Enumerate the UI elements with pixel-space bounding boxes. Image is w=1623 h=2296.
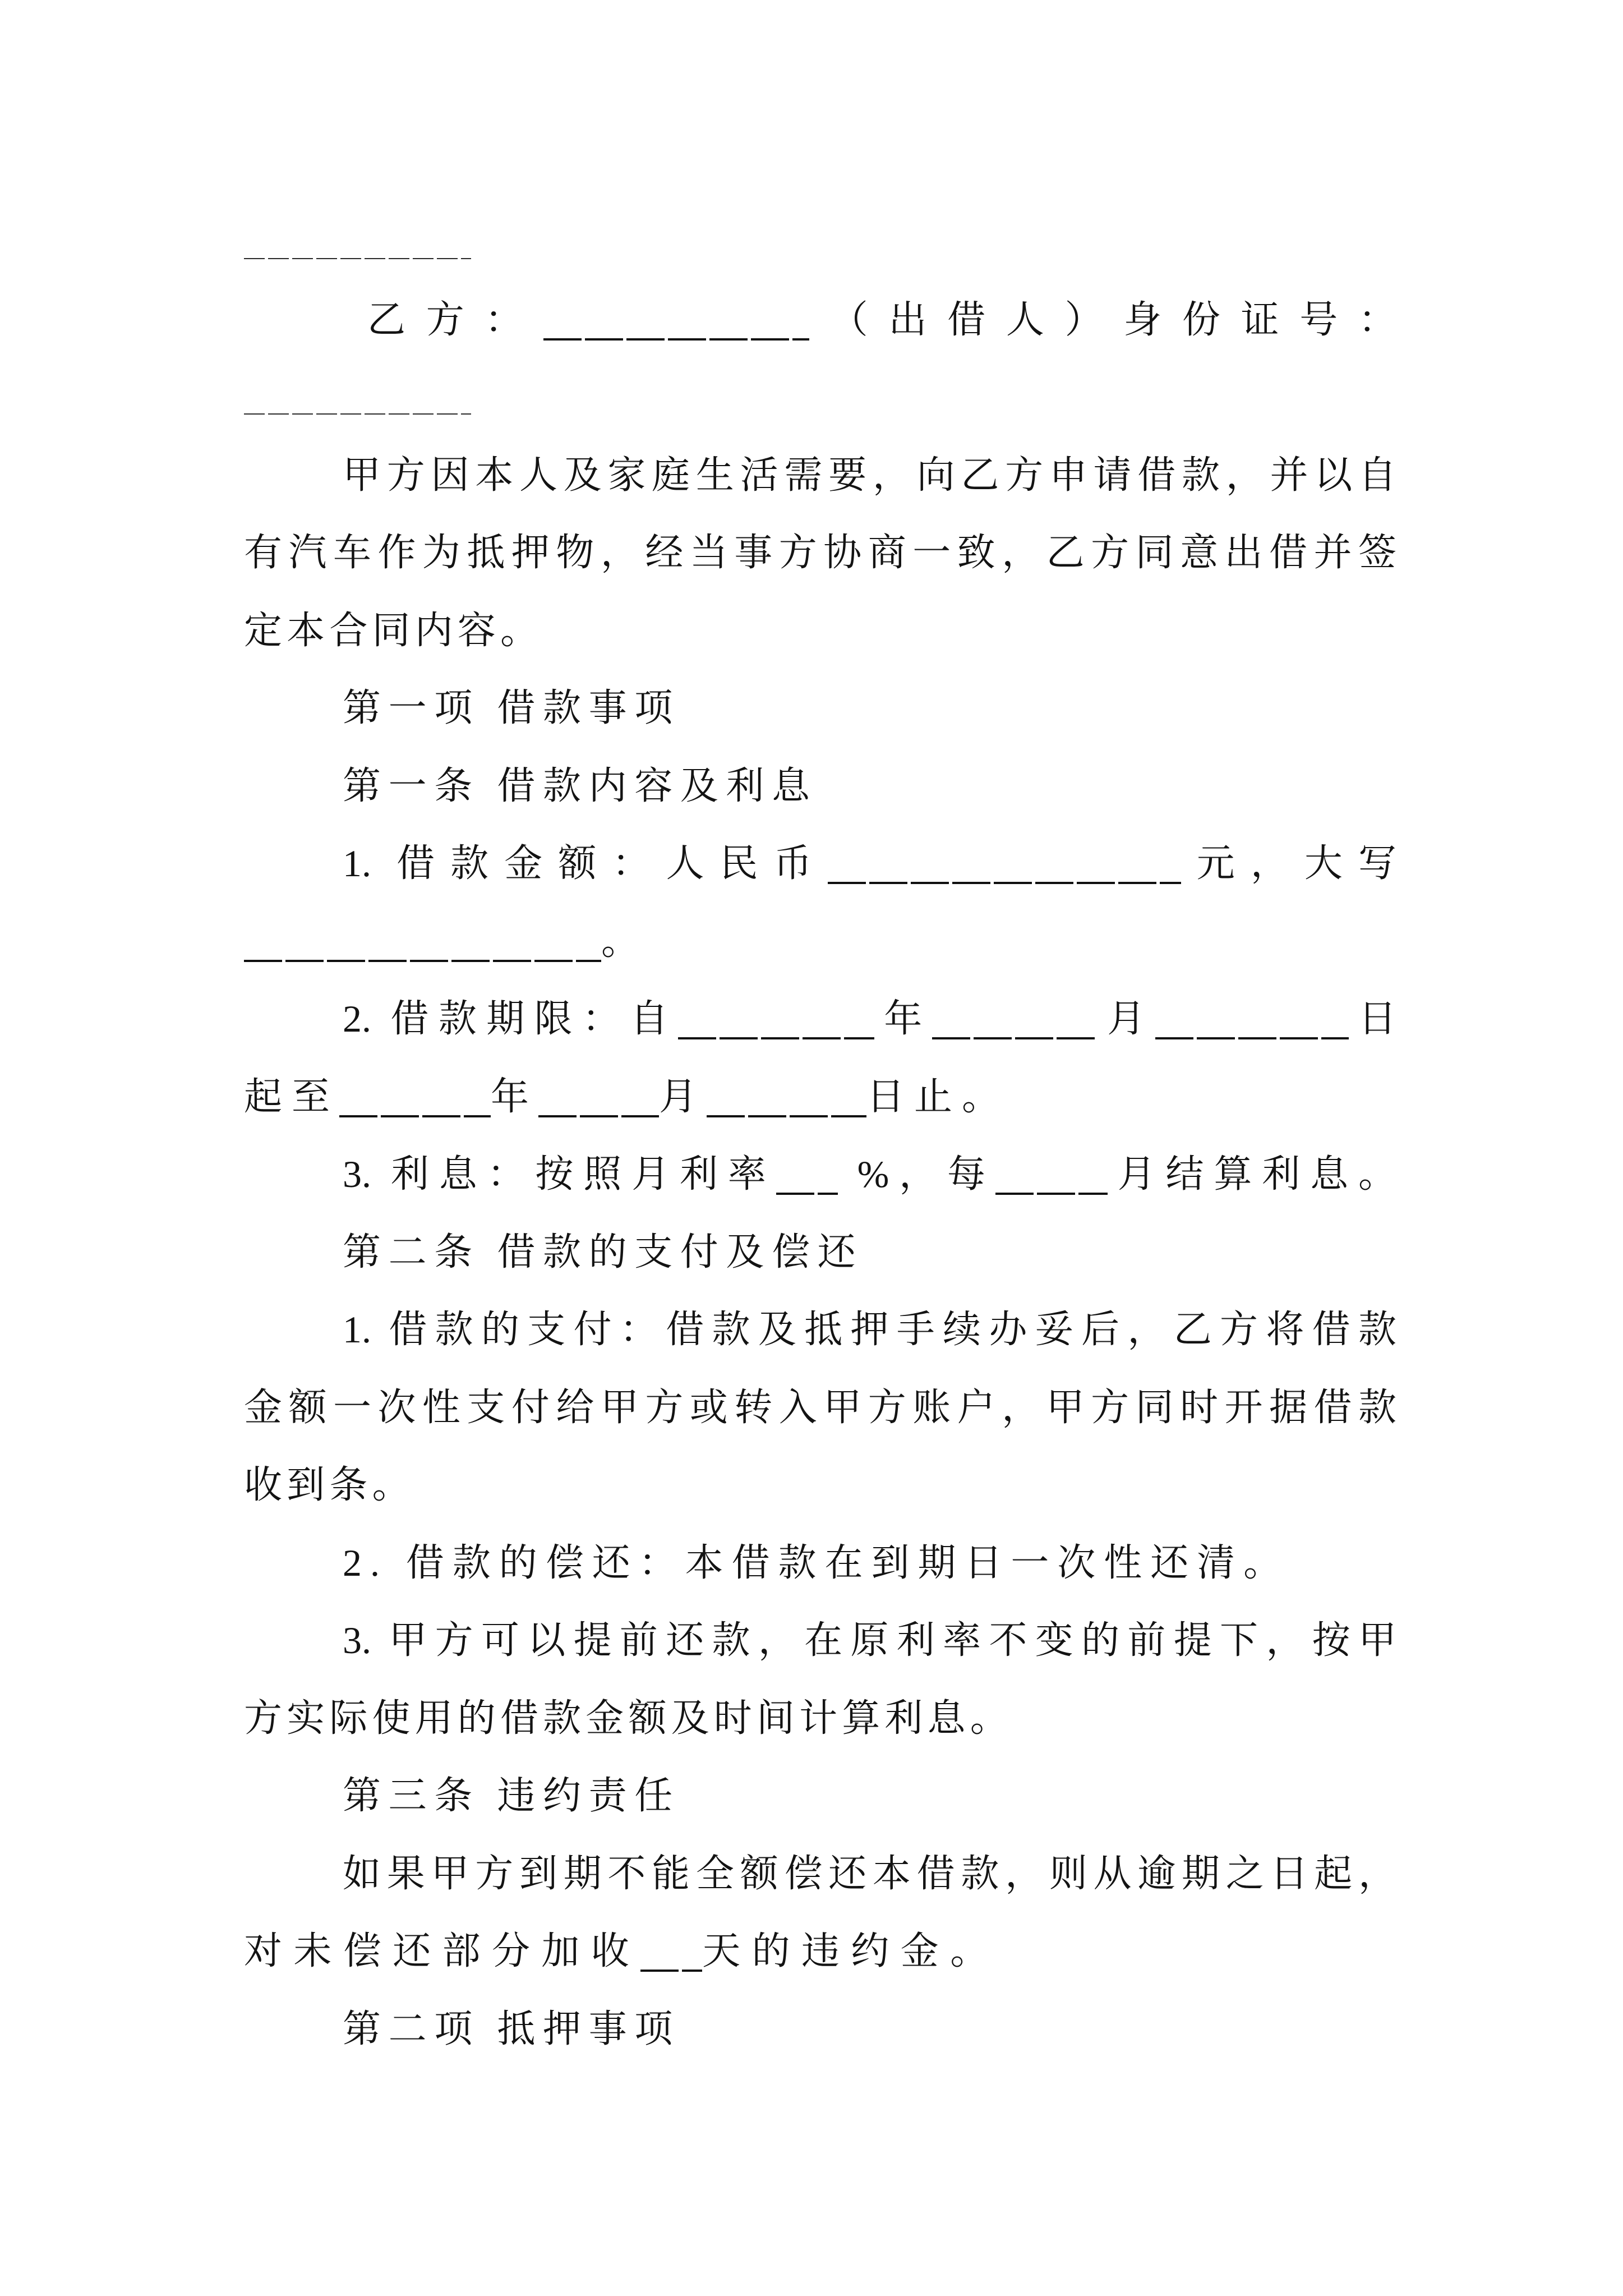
breach-text-2a: 对未偿还部分加收 bbox=[244, 1930, 641, 1972]
clause-2-title: 第二条 借款的支付及偿还 bbox=[343, 1230, 864, 1273]
lender-name-blank bbox=[543, 333, 809, 341]
intro-text-3: 定本合同内容。 bbox=[244, 609, 543, 652]
interest-line bbox=[244, 1135, 1396, 1213]
prepayment-text-1: 3. 甲方可以提前还款，在原利率不变的前提下，按甲 bbox=[343, 1619, 1396, 1662]
month-label: 月 bbox=[659, 1075, 707, 1118]
lender-id-blank bbox=[244, 410, 471, 415]
id-number-blank bbox=[244, 255, 471, 259]
settle-period-blank bbox=[995, 1187, 1108, 1195]
breach-clause-line bbox=[244, 1835, 1396, 1913]
payment-text-3: 收到条。 bbox=[244, 1464, 415, 1506]
blank-continuation-line bbox=[244, 203, 1396, 281]
prepayment-clause-line bbox=[244, 1602, 1396, 1680]
end-year-blank bbox=[339, 1110, 491, 1117]
payment-text-2: 金额一次性支付给甲方或转入甲方账户，甲方同时开据借款 bbox=[244, 1386, 1396, 1429]
amount-in-words-line bbox=[244, 903, 1396, 981]
payment-clause-line bbox=[244, 1446, 1396, 1524]
amount-in-words-blank bbox=[244, 954, 601, 962]
term-end-suffix: 日止。 bbox=[866, 1075, 1010, 1118]
year-label: 年 bbox=[874, 997, 932, 1040]
start-month-blank bbox=[932, 1032, 1098, 1039]
payment-text-1: 1. 借款的支付：借款及抵押手续办妥后，乙方将借款 bbox=[343, 1308, 1396, 1351]
interest-mid-text: %，每 bbox=[837, 1153, 995, 1195]
party-b-line bbox=[244, 281, 1396, 359]
clause-1-heading bbox=[244, 747, 1396, 825]
interest-label: 3. 利息：按照月利率 bbox=[343, 1153, 776, 1195]
end-day-blank bbox=[707, 1110, 866, 1117]
amount-in-words-period: 。 bbox=[601, 919, 640, 963]
party-b-label: 乙方： bbox=[367, 298, 544, 341]
section-1-title: 第一项 借款事项 bbox=[343, 687, 680, 729]
clause-3-title: 第三条 违约责任 bbox=[343, 1774, 680, 1817]
intro-paragraph-line bbox=[244, 436, 1396, 514]
loan-term-line-2 bbox=[244, 1058, 1396, 1136]
payment-clause-line bbox=[244, 1369, 1396, 1447]
start-year-blank bbox=[678, 1032, 874, 1039]
year-label: 年 bbox=[491, 1075, 539, 1118]
lender-id-label: （出借人）身份证号： bbox=[809, 298, 1396, 341]
interest-rate-blank bbox=[776, 1187, 838, 1195]
intro-text-1: 甲方因本人及家庭生活需要，向乙方申请借款，并以自 bbox=[343, 453, 1396, 496]
loan-amount-line bbox=[244, 825, 1396, 903]
section-2-title: 第二项 抵押事项 bbox=[343, 2007, 680, 2050]
month-label: 月 bbox=[1097, 997, 1155, 1040]
repayment-clause-line bbox=[244, 1524, 1396, 1602]
intro-paragraph-line bbox=[244, 592, 1396, 670]
section-1-heading bbox=[244, 669, 1396, 747]
section-2-heading bbox=[244, 1990, 1396, 2068]
prepayment-text-2: 方实际使用的借款金额及时间计算利息。 bbox=[244, 1696, 1013, 1740]
loan-term-label: 2. 借款期限：自 bbox=[343, 997, 678, 1040]
payment-clause-line bbox=[244, 1291, 1396, 1369]
loan-amount-label: 1. 借款金额：人民币 bbox=[343, 842, 828, 885]
prepayment-clause-line bbox=[244, 1680, 1396, 1757]
clause-1-title: 第一条 借款内容及利息 bbox=[343, 764, 818, 807]
clause-2-heading bbox=[244, 1213, 1396, 1291]
penalty-days-blank bbox=[640, 1964, 702, 1972]
start-day-blank bbox=[1155, 1032, 1349, 1039]
loan-amount-blank bbox=[828, 876, 1181, 884]
intro-paragraph-line bbox=[244, 514, 1396, 592]
intro-text-2: 有汽车作为抵押物，经当事方协商一致，乙方同意出借并签 bbox=[244, 531, 1396, 574]
clause-3-heading bbox=[244, 1757, 1396, 1835]
breach-clause-line-2 bbox=[244, 1912, 1396, 1990]
breach-text-1: 如果甲方到期不能全额偿还本借款，则从逾期之日起， bbox=[343, 1852, 1396, 1895]
term-end-label: 起至 bbox=[244, 1075, 340, 1118]
repayment-text: 2. 借款的偿还：本借款在到期日一次性还清。 bbox=[343, 1541, 1290, 1584]
loan-term-line bbox=[244, 980, 1396, 1058]
interest-suffix: 月结算利息。 bbox=[1107, 1153, 1396, 1195]
day-label: 日 bbox=[1348, 997, 1396, 1040]
breach-text-2b: 天的违约金。 bbox=[702, 1930, 1000, 1972]
loan-amount-suffix: 元，大写 bbox=[1181, 842, 1396, 885]
blank-continuation-line bbox=[244, 358, 1396, 436]
end-month-blank bbox=[538, 1110, 659, 1117]
